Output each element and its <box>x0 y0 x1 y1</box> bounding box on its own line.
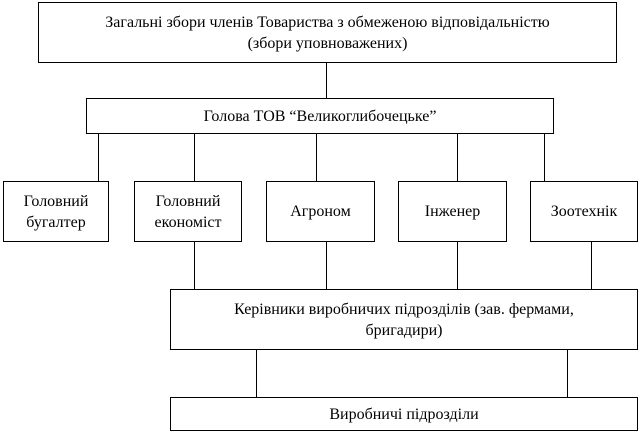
connector-zootechnician-to-managers <box>591 241 592 289</box>
connector-head-to-chief-accountant <box>98 133 99 181</box>
agronomist-box <box>266 181 375 242</box>
engineer-label: Інженер <box>424 203 481 220</box>
general-meeting-box <box>38 2 617 63</box>
connector-engineer-to-managers <box>457 241 458 289</box>
production-managers-line2: бригадири) <box>365 321 443 339</box>
engineer-box <box>398 181 507 242</box>
connector-head-to-chief-economist <box>194 133 195 181</box>
production-units-label: Виробничі підрозділи <box>329 405 479 423</box>
chief-economist-line2: економіст <box>154 213 222 231</box>
chief-accountant-line1: Головний <box>23 192 89 210</box>
connector-head-to-engineer <box>457 133 458 181</box>
chief-accountant-line2: бугалтер <box>26 213 86 231</box>
general-meeting-line1: Загальні збори членів Товариства з обмеженою відповідальністю <box>105 13 550 31</box>
chief-economist-box <box>134 181 242 242</box>
connector-chief-economist-to-managers <box>194 241 195 289</box>
zootechnician-label: Зоотехнік <box>550 203 618 220</box>
production-units-box <box>170 397 638 431</box>
head-box <box>86 98 554 134</box>
connector-head-to-zootechnician <box>544 133 545 181</box>
head-label: Голова ТОВ “Великоглибочецьке” <box>203 107 437 125</box>
connector-managers-to-units-left <box>256 349 257 397</box>
chief-economist-line1: Головний <box>155 192 221 210</box>
connector-agronomist-to-managers <box>326 241 327 289</box>
chief-accountant-box <box>3 181 109 242</box>
connector-head-to-agronomist <box>316 133 317 181</box>
agronomist-label: Агроном <box>290 203 351 220</box>
production-managers-line1: Керівники виробничих підрозділів (зав. фермами, <box>234 300 574 318</box>
zootechnician-box <box>530 181 638 242</box>
connector-top-to-head <box>326 62 327 98</box>
general-meeting-line2: (збори уповноважених) <box>247 34 408 52</box>
production-managers-box <box>170 289 638 350</box>
connector-managers-to-units-right <box>567 349 568 397</box>
